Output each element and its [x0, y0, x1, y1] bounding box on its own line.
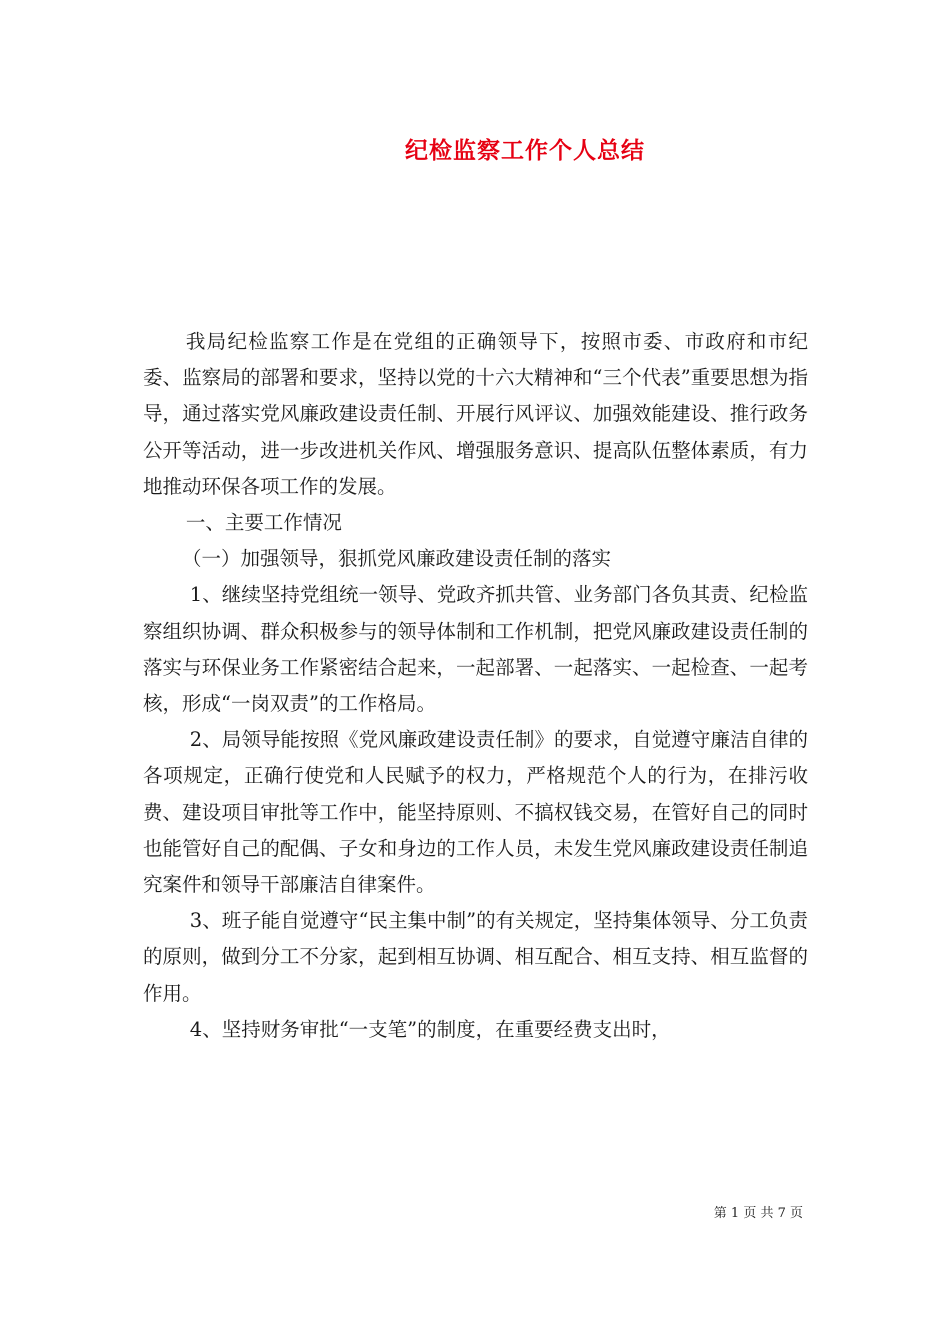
page-number: 第 1 页 共 7 页	[713, 1206, 803, 1221]
list-item: 1、继续坚持党组统一领导、党政齐抓共管、业务部门各负其责、纪检监察组织协调、群众积极参与的领导体制和工作机制，把党风廉政建设责任制的落实与环保业务工作紧密结合起来，一起部署、一起落实、一起检查、一起考核，形成“一岗双责”的工作格局。	[143, 583, 808, 716]
list-item: 2、局领导能按照《党风廉政建设责任制》的要求，自觉遵守廉洁自律的各项规定，正确行使党和人民赋予的权力，严格规范个人的行为，在排污收费、建设项目审批等工作中，能坚持原则、不搞权钱交易，在管好自己的同时也能管好自己的配偶、子女和身边的工作人员，未发生党风廉政建设责任制追究案件和领导干部廉洁自律案件。	[143, 728, 808, 897]
subsection-heading: （一）加强领导，狠抓党风廉政建设责任制的落实	[182, 547, 612, 571]
intro-paragraph: 我局纪检监察工作是在党组的正确领导下，按照市委、市政府和市纪委、监察局的部署和要求，坚持以党的十六大精神和“三个代表”重要思想为指导，通过落实党风廉政建设责任制、开展行风评议、加强效能建设、推行政务公开等活动，进一步改进机关作风、增强服务意识、提高队伍整体素质，有力地推动环保各项工作的发展。	[143, 330, 808, 498]
list-item: 4、坚持财务审批“一支笔”的制度，在重要经费支出时，	[189, 1017, 671, 1041]
section-heading: 一、主要工作情况	[185, 511, 342, 535]
document-body	[143, 324, 808, 1048]
list-item: 3、班子能自觉遵守“民主集中制”的有关规定，坚持集体领导、分工负责的原则，做到分工不分家，起到相互协调、相互配合、相互支持、相互监督的作用。	[143, 909, 808, 1005]
document-title: 纪检监察工作个人总结	[405, 137, 645, 164]
